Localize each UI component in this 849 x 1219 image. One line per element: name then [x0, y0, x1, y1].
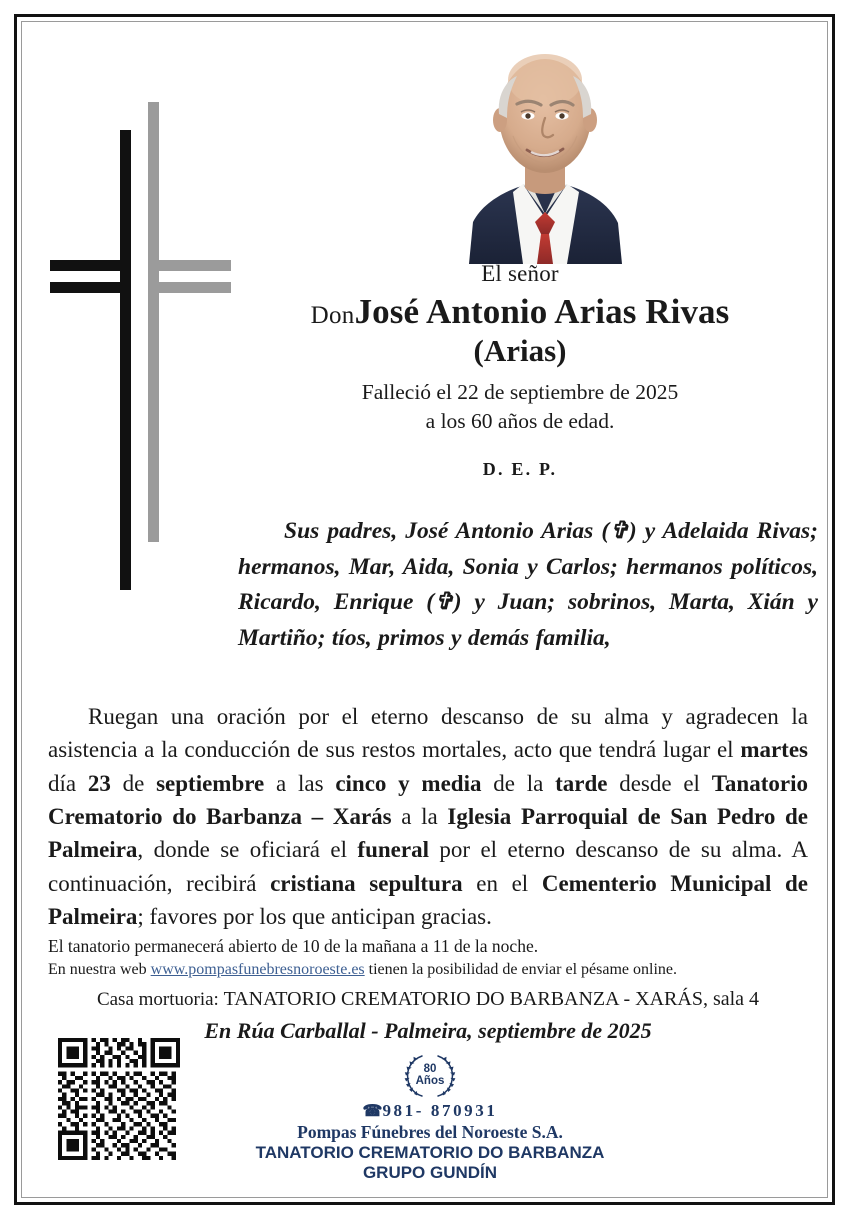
death-age-line: a los 60 años de edad. — [425, 408, 615, 433]
body-text-11: ; favores por los que anticipan gracias. — [137, 904, 492, 930]
mortuary-line — [48, 988, 808, 1011]
family-members-paragraph — [238, 514, 818, 657]
body-text-4: a las — [264, 770, 336, 796]
company-group: GRUPO GUNDÍN — [362, 1163, 498, 1183]
body-text-5: de la — [481, 770, 556, 796]
name-line — [215, 292, 825, 332]
name-prefix: Don — [310, 302, 355, 330]
mortuary-label: Casa mortuoria: — [96, 989, 224, 1010]
website-note — [48, 960, 808, 980]
deceased-alias: (Arias) — [473, 333, 567, 369]
body-day-number: 23 — [87, 770, 111, 796]
body-text-1: Ruegan una oración por el eterno descanso de su alma y agradecen la asistencia a la conducción de sus restos mortales, acto que tendrá lugar el — [48, 704, 808, 763]
website-note-prefix: En nuestra web — [48, 961, 151, 978]
contact-phone[interactable] — [230, 1101, 630, 1121]
body-funeral-word: funeral — [357, 837, 429, 863]
funeral-home-footer — [230, 1050, 630, 1184]
address-and-date-line: En Rúa Carballal - Palmeira, septiembre de 2025 — [204, 1018, 652, 1043]
mortuary-value: TANATORIO CREMATORIO DO BARBANZA - XARÁS, sala 4 — [223, 988, 760, 1010]
company-facility: TANATORIO CREMATORIO DO BARBANZA — [255, 1143, 605, 1162]
body-cemetery: Cementerio Municipal de Palmeira — [48, 870, 809, 930]
website-note-suffix: tienen la posibilidad de enviar el pésame online. — [364, 961, 677, 978]
telephone-icon: ☎ — [362, 1103, 383, 1120]
body-burial-word: cristiana sepultura — [270, 870, 463, 896]
body-text-7: a la — [391, 804, 448, 830]
body-month: septiembre — [156, 770, 265, 796]
body-text-6: desde el — [607, 770, 712, 796]
body-time: cinco y media — [335, 770, 482, 796]
black-cross-icon — [50, 130, 131, 590]
website-link[interactable]: www.pompasfunebresnoroeste.es — [150, 961, 365, 978]
anniversary-number: 80 — [423, 1063, 437, 1075]
qr-code[interactable] — [58, 1038, 180, 1160]
notice-header — [215, 262, 825, 480]
anniversary-laurel-icon — [399, 1050, 461, 1100]
family-text: Sus padres, José Antonio Arias (✞) y Adelaida Rivas; hermanos, Mar, Aida, Sonia y Carlos; hermanos políticos, Ricardo, Enrique (✞) y Juan; sobrinos, Marta, Xián y Martiño; tíos, primos y demás familia, — [238, 518, 818, 652]
body-text-10: en el — [462, 870, 542, 896]
company-name: Pompas Fúnebres del Noroeste S.A. — [297, 1122, 563, 1142]
body-text-3: de — [110, 770, 157, 796]
honorific-line: El señor — [481, 261, 559, 286]
body-daypart: tarde — [555, 770, 608, 796]
body-venue-crematorium: Tanatorio Crematorio do Barbanza – Xarás — [48, 770, 808, 830]
body-text-8: , donde se oficiará el — [137, 837, 358, 863]
anniversary-word: Años — [415, 1075, 445, 1087]
body-text-9: por el eterno descanso de su alma. A continuación, recibirá — [48, 837, 808, 896]
death-date-line: Falleció el 22 de septiembre de 2025 — [361, 379, 679, 404]
rip-abbreviation: D. E. P. — [482, 459, 558, 480]
portrait-photo — [455, 36, 635, 264]
body-text-2: día — [48, 770, 88, 796]
body-weekday: martes — [740, 737, 808, 763]
body-venue-church: Iglesia Parroquial de San Pedro de Palmeira — [48, 804, 808, 863]
phone-number: 981- 870931 — [382, 1101, 498, 1120]
opening-hours-note: El tanatorio permanecerá abierto de 10 de la mañana a 11 de la noche. — [48, 936, 539, 956]
deceased-full-name: José Antonio Arias Rivas — [354, 292, 730, 332]
funeral-details-paragraph — [48, 700, 808, 933]
